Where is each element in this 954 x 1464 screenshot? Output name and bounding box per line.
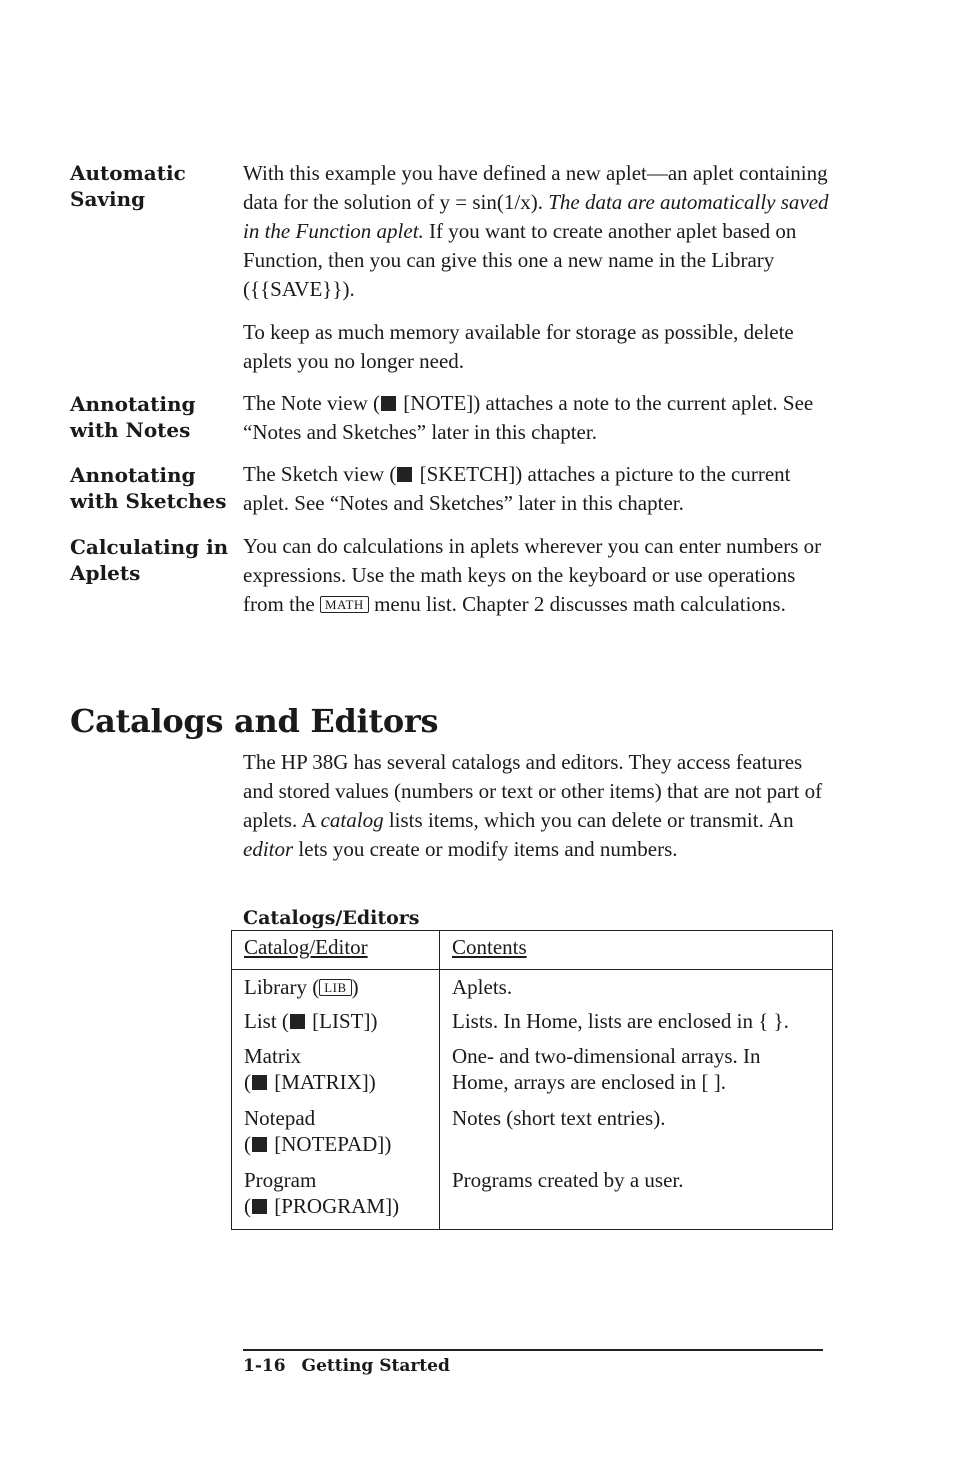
shift-key-icon [252,1137,267,1152]
side-heading-automatic-saving [70,160,230,212]
automatic-saving-body [243,159,833,376]
text: If you want to create another aplet based on Function, then you can give this one a new name in the Library ({{ [243,219,797,301]
table-cell: Aplets. [452,975,513,999]
lib-key-icon: LIB [319,979,351,996]
text: ) attaches a note to the current aplet. See “Notes and Sketches” later in this chapter. [243,391,814,444]
text: [MATRIX] [274,1070,369,1094]
table-cell: Program ( [PROGRAM]) [232,1167,440,1230]
paragraph [243,532,833,619]
text: Library ( [244,975,320,999]
table-row [232,1008,833,1043]
text: [LIST] [312,1009,371,1033]
text: Program [244,1168,317,1192]
table-row [232,970,833,1009]
text: The Sketch view ( [243,462,397,486]
side-heading-calculating [70,534,230,586]
heading-line: Annotating [70,463,196,487]
paragraph: To keep as much memory available for storage as possible, delete aplets you no longer need. [243,320,794,373]
text: [PROGRAM] [274,1194,393,1218]
sketch-key-label: [SKETCH] [419,462,516,486]
column-header [440,931,833,970]
table-cell: Matrix ( [MATRIX]) [232,1043,440,1105]
table-cell: Programs created by a user. [452,1168,684,1192]
text: lets you create or modify items and numbers. [293,837,678,861]
chapter-title: Getting Started [301,1356,450,1376]
page-number: 1-16 [243,1356,286,1376]
text: The HP 38G has several catalogs and editors. They access features and stored values (numbers or text or other items) that are not part of aplets. A [243,750,823,832]
table-row [232,1105,833,1167]
annotating-notes-body [243,389,833,447]
page-footer [243,1356,450,1376]
annotating-sketches-body [243,460,833,518]
heading-line: Saving [70,187,146,211]
note-key-label: [NOTE] [403,391,474,415]
heading-line: Calculating in [70,535,229,559]
table-cell: Lists. In Home, lists are enclosed in { }. [452,1009,789,1033]
emphasis: editor [243,837,294,861]
shift-key-icon [252,1199,267,1214]
column-header-label: Catalog/Editor [244,935,368,959]
shift-key-icon [381,396,396,411]
section-title: Catalogs and Editors [70,702,439,740]
paragraph [243,159,833,304]
text: menu list. Chapter 2 discusses math calculations. [368,592,786,616]
text: ) attaches a picture to the current aplet. See “Notes and Sketches” later in this chapter. [243,462,791,515]
side-heading-annotating-notes [70,391,230,443]
text: You can do calculations in aplets wherever you can enter numbers or expressions. Use the math keys on the keyboard or use operations from the [243,534,822,616]
paragraph [243,389,833,447]
table-header-row [232,931,833,970]
calculating-body [243,532,833,619]
heading-line: Aplets [70,561,141,585]
emphasis: The data are automatically saved in the Function aplet. [243,190,829,243]
heading-line: Automatic [70,161,186,185]
text: The Note view ( [243,391,381,415]
table-caption: Catalogs/Editors [243,907,420,929]
text: With this example you have defined a new aplet—an aplet containing data for the solution of y = sin(1/x). [243,161,828,214]
text: Notepad [244,1106,316,1130]
table-cell [232,970,440,1009]
text: ) [368,1070,376,1094]
math-key-icon: MATH [320,596,369,613]
text: }}). [322,277,355,301]
text: [NOTEPAD] [274,1132,385,1156]
emphasis: catalog [320,808,384,832]
footer-divider [243,1349,823,1351]
table-cell: Notes (short text entries). [452,1106,666,1130]
column-header-label: Contents [452,935,527,959]
heading-line: with Sketches [70,489,227,513]
paragraph [243,460,833,518]
text: ) [370,1009,378,1033]
catalogs-table [231,930,833,1230]
shift-key-icon [397,467,412,482]
text: ) [392,1194,400,1218]
table-row [232,1043,833,1105]
table-cell: One- and two-dimensional arrays. In Home, arrays are enclosed in [ ]. [452,1044,761,1094]
text: List ( [244,1009,289,1033]
text: lists items, which you can delete or transmit. An [383,808,794,832]
shift-key-icon [290,1014,305,1029]
heading-line: with Notes [70,418,191,442]
table-cell: Notepad ( [NOTEPAD]) [232,1105,440,1167]
column-header [232,931,440,970]
text: ) [351,975,359,999]
shift-key-icon [252,1075,267,1090]
heading-line: Annotating [70,392,196,416]
text: Matrix [244,1044,302,1068]
side-heading-annotating-sketches [70,462,230,514]
table-cell [232,1008,440,1043]
catalogs-intro [243,748,833,864]
paragraph [243,748,833,864]
save-softkey: SAVE [270,277,323,301]
text: ) [384,1132,392,1156]
table-row [232,1167,833,1230]
